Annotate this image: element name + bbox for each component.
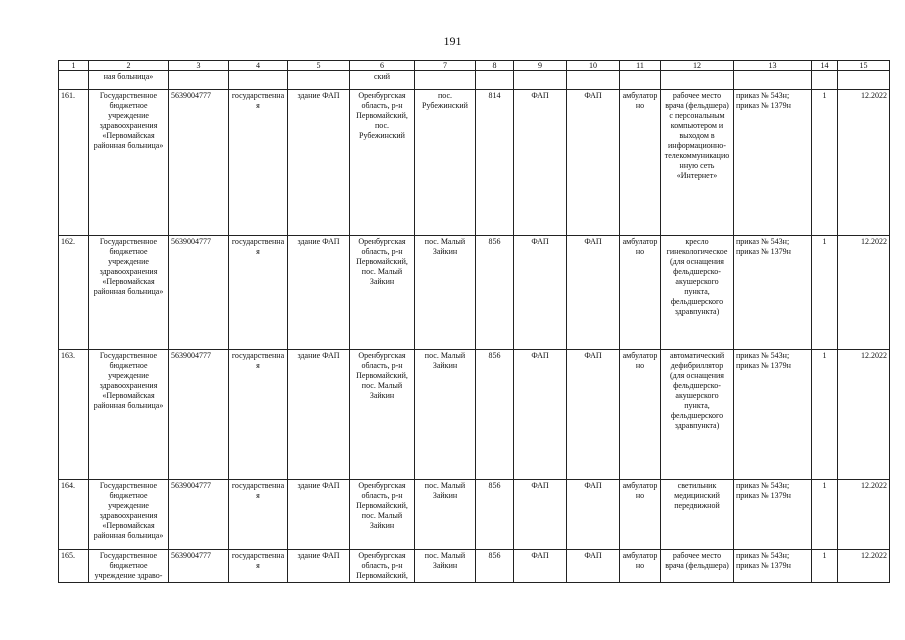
cell-date: 12.2022 xyxy=(838,550,890,583)
cell-address: Оренбургская область, р-н Первомайский, пос. Рубежинский xyxy=(350,90,415,236)
cell-num: 163. xyxy=(59,350,89,480)
cell-code: 856 xyxy=(476,236,514,350)
cell-care-form: амбулаторно xyxy=(620,480,661,550)
column-number: 15 xyxy=(838,61,890,71)
cell-type: ФАП xyxy=(567,90,620,236)
cell-code: 856 xyxy=(476,550,514,583)
cell-empty xyxy=(415,71,476,90)
cell-settlement: пос. Малый Зайкин xyxy=(415,480,476,550)
cell-quantity: 1 xyxy=(812,550,838,583)
cell-ownership: государственная xyxy=(229,90,288,236)
column-number: 7 xyxy=(415,61,476,71)
cell-building: здание ФАП xyxy=(288,350,350,480)
cell-quantity: 1 xyxy=(812,236,838,350)
cell-inn: 5639004777 xyxy=(169,350,229,480)
cell-settlement: пос. Малый Зайкин xyxy=(415,550,476,583)
cell-quantity: 1 xyxy=(812,350,838,480)
cell-ownership: государственная xyxy=(229,480,288,550)
cell-order: приказ № 543н; приказ № 1379н xyxy=(734,550,812,583)
column-number: 4 xyxy=(229,61,288,71)
cell-settlement: пос. Малый Зайкин xyxy=(415,236,476,350)
cell-equipment: рабочее место врача (фельдшера) с персональным компьютером и выходом в информационно-телекоммуникационную сеть «Интернет» xyxy=(661,90,734,236)
cell-care-form: амбулаторно xyxy=(620,90,661,236)
cell-equipment: рабочее место врача (фельдшера) xyxy=(661,550,734,583)
page-number: 191 xyxy=(443,34,462,48)
cell-ownership: государственная xyxy=(229,550,288,583)
cell-type: ФАП xyxy=(514,90,567,236)
cell-date: 12.2022 xyxy=(838,350,890,480)
cell-type: ФАП xyxy=(514,480,567,550)
cell-care-form: амбулаторно xyxy=(620,550,661,583)
cell-inn: 5639004777 xyxy=(169,90,229,236)
cell-empty xyxy=(288,71,350,90)
column-number: 5 xyxy=(288,61,350,71)
cell-empty xyxy=(838,71,890,90)
cell-num: 165. xyxy=(59,550,89,583)
cell-address: Оренбургская область, р-н Первомайский, пос. Малый Зайкин xyxy=(350,236,415,350)
column-number: 10 xyxy=(567,61,620,71)
cell-address: ский xyxy=(350,71,415,90)
cell-type: ФАП xyxy=(567,550,620,583)
cell-care-form: амбулаторно xyxy=(620,350,661,480)
cell-quantity: 1 xyxy=(812,480,838,550)
column-number-row xyxy=(59,61,890,71)
cell-order: приказ № 543н; приказ № 1379н xyxy=(734,90,812,236)
cell-building: здание ФАП xyxy=(288,236,350,350)
cell-inn: 5639004777 xyxy=(169,480,229,550)
cell-order: приказ № 543н; приказ № 1379н xyxy=(734,350,812,480)
continuation-row xyxy=(59,71,890,90)
cell-code: 856 xyxy=(476,350,514,480)
table-row xyxy=(59,236,890,350)
cell-type: ФАП xyxy=(514,550,567,583)
cell-num: 161. xyxy=(59,90,89,236)
cell-ownership: государственная xyxy=(229,350,288,480)
cell-order: приказ № 543н; приказ № 1379н xyxy=(734,480,812,550)
cell-num xyxy=(59,71,89,90)
cell-building: здание ФАП xyxy=(288,90,350,236)
cell-organization: Государственное бюджетное учреждение здраво- xyxy=(89,550,169,583)
cell-type: ФАП xyxy=(567,236,620,350)
cell-empty xyxy=(734,71,812,90)
column-number: 1 xyxy=(59,61,89,71)
cell-date: 12.2022 xyxy=(838,236,890,350)
cell-date: 12.2022 xyxy=(838,480,890,550)
cell-empty xyxy=(169,71,229,90)
column-number: 8 xyxy=(476,61,514,71)
cell-address: Оренбургская область, р-н Первомайский, пос. Малый Зайкин xyxy=(350,350,415,480)
cell-settlement: пос. Малый Зайкин xyxy=(415,350,476,480)
table-row xyxy=(59,90,890,236)
column-number: 12 xyxy=(661,61,734,71)
column-number: 13 xyxy=(734,61,812,71)
cell-address: Оренбургская область, р-н Первомайский, xyxy=(350,550,415,583)
column-number: 3 xyxy=(169,61,229,71)
cell-empty xyxy=(567,71,620,90)
cell-type: ФАП xyxy=(514,350,567,480)
table-row xyxy=(59,350,890,480)
cell-empty xyxy=(620,71,661,90)
cell-equipment: автоматический дефибриллятор (для оснащения фельдшерско-акушерского пункта, фельдшерского здравпункта) xyxy=(661,350,734,480)
cell-type: ФАП xyxy=(514,236,567,350)
registry-table xyxy=(58,60,890,583)
column-number: 2 xyxy=(89,61,169,71)
cell-settlement: пос. Рубежинский xyxy=(415,90,476,236)
cell-num: 162. xyxy=(59,236,89,350)
column-number: 9 xyxy=(514,61,567,71)
column-number: 14 xyxy=(812,61,838,71)
cell-quantity: 1 xyxy=(812,90,838,236)
cell-empty xyxy=(661,71,734,90)
cell-type: ФАП xyxy=(567,480,620,550)
cell-equipment: кресло гинекологическое (для оснащения фельдшерско-акушерского пункта, фельдшерского здравпункта) xyxy=(661,236,734,350)
cell-empty xyxy=(476,71,514,90)
cell-equipment: светильник медицинский передвижной xyxy=(661,480,734,550)
cell-organization: Государственное бюджетное учреждение здравоохранения «Первомайская районная больница» xyxy=(89,90,169,236)
cell-organization: Государственное бюджетное учреждение здравоохранения «Первомайская районная больница» xyxy=(89,236,169,350)
cell-code: 856 xyxy=(476,480,514,550)
cell-date: 12.2022 xyxy=(838,90,890,236)
cell-order: приказ № 543н; приказ № 1379н xyxy=(734,236,812,350)
cell-inn: 5639004777 xyxy=(169,550,229,583)
cell-address: Оренбургская область, р-н Первомайский, пос. Малый Зайкин xyxy=(350,480,415,550)
column-number: 6 xyxy=(350,61,415,71)
cell-organization: ная больница» xyxy=(89,71,169,90)
cell-care-form: амбулаторно xyxy=(620,236,661,350)
cell-organization: Государственное бюджетное учреждение здравоохранения «Первомайская районная больница» xyxy=(89,350,169,480)
cell-ownership: государственная xyxy=(229,236,288,350)
cell-organization: Государственное бюджетное учреждение здравоохранения «Первомайская районная больница» xyxy=(89,480,169,550)
cell-num: 164. xyxy=(59,480,89,550)
cell-empty xyxy=(812,71,838,90)
table-row xyxy=(59,550,890,583)
table-row xyxy=(59,480,890,550)
cell-empty xyxy=(229,71,288,90)
cell-code: 814 xyxy=(476,90,514,236)
cell-building: здание ФАП xyxy=(288,480,350,550)
cell-type: ФАП xyxy=(567,350,620,480)
cell-building: здание ФАП xyxy=(288,550,350,583)
column-number: 11 xyxy=(620,61,661,71)
cell-empty xyxy=(514,71,567,90)
cell-inn: 5639004777 xyxy=(169,236,229,350)
